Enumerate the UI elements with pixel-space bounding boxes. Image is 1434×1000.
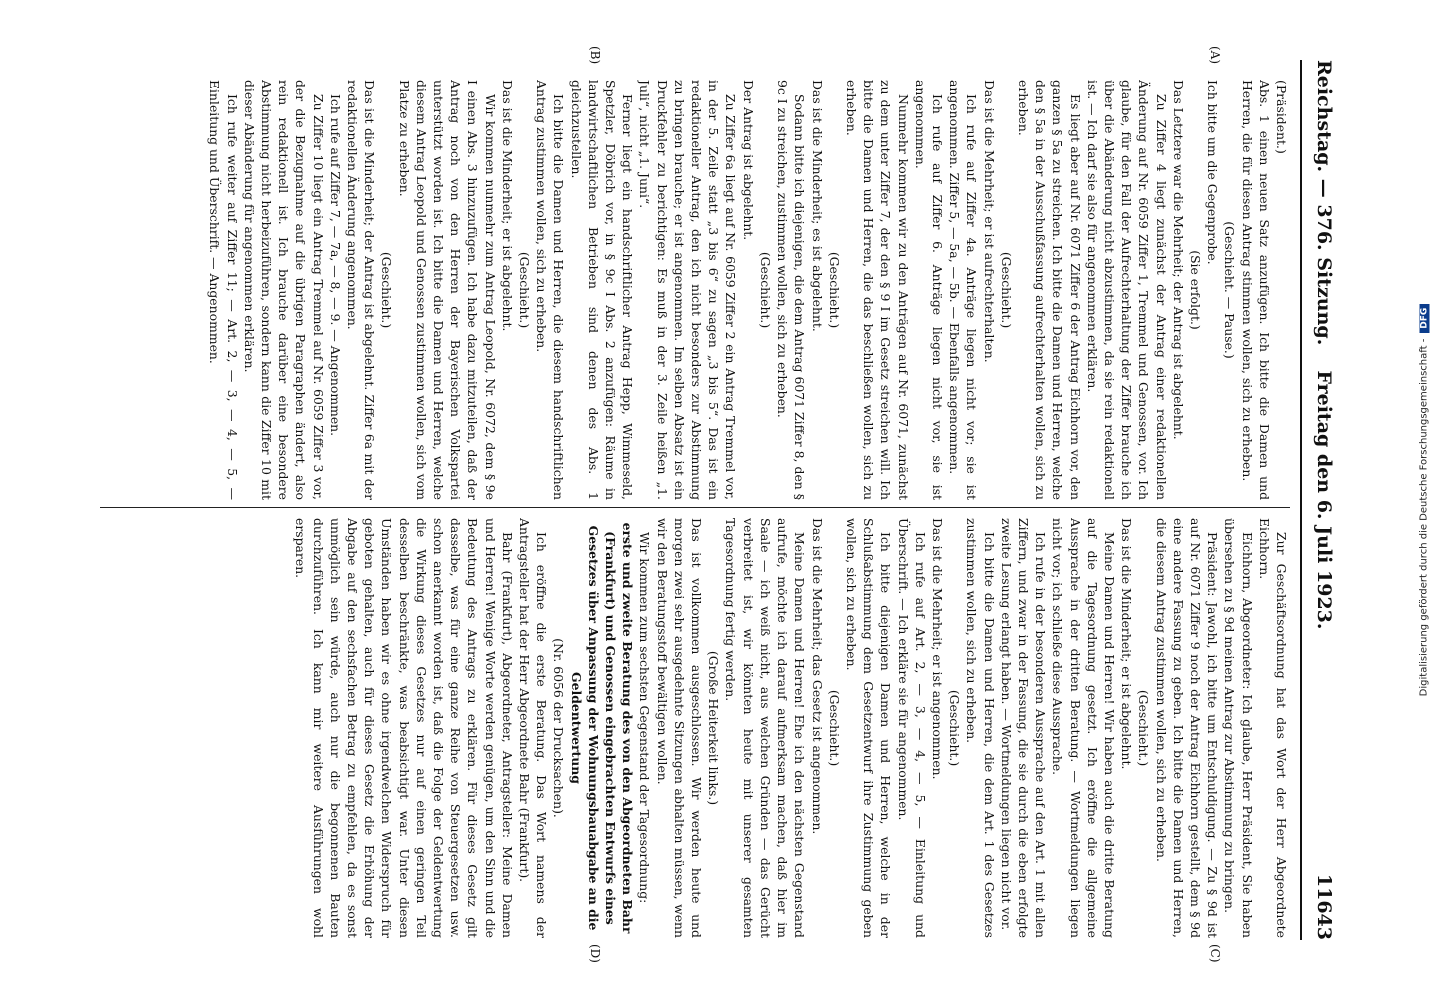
left-column (100, 80, 1290, 500)
paragraph: erste und zweite Beratung des von den Abgeordneten Bahr (Frankfurt) und Genossen eingebrachten Entwurfs eines Gesetzes über Anpassung der Wohnungsbauabgabe an die Geldentwertung (568, 522, 636, 934)
page-header (1304, 60, 1344, 940)
paragraph: Zu Ziffer 4 liegt zunächst der Antrag einer redaktionellen Änderung auf Nr. 6059 Ziffer 1, Tremmel und Genossen, vor. Ich glaube, für den Fall der Aufrechterhaltung der Ziffer brauche ich über die Abänderung nicht abzustimmen, da sie rein redaktionell ist. — Ich darf sie also für angenommen erklären. (1084, 80, 1169, 500)
margin-marker-c: (C) (1208, 944, 1222, 963)
margin-marker-a: (A) (1208, 46, 1222, 65)
paragraph: (Geschieht.) (517, 251, 533, 329)
right-column (100, 518, 1290, 938)
paragraph: Meine Damen und Herren! Wir haben auch die dritte Beratung auf die Tagesordnung gesetzt. Ich eröffne die allgemeine Aussprache in der dritten Beratung. — Wortmeldungen liegen nicht vor; ich schließe diese Aussprache. (1050, 518, 1117, 938)
paragraph: Abs. 1 einen neuen Satz anzufügen. Ich bitte die Damen und Herren, die für diesen Antrag stimmen wollen, sich zu erheben. (1239, 80, 1272, 500)
paragraph: Ich rufe auf Art. 2, — 3, — 4, — 5, — Einleitung und Überschrift. — Ich erkläre sie für angenommen. (895, 518, 928, 938)
paragraph: Das ist vollkommen ausgeschlossen. Wir werden heute und morgen zwei sehr ausgedehnte Sitzungen abhalten müssen, wenn wir den Beratungsstoff bewältigen wollen. (654, 518, 705, 938)
paragraph: Ich bitte die Damen und Herren, die diesem handschriftlichen Antrag zustimmen wollen, sich zu erheben. (534, 80, 567, 500)
paragraph: Ich bitte um die Gegenprobe. (1205, 80, 1221, 265)
paragraph: Ich bitte diejenigen Damen und Herren, welche in der Schlußabstimmung dem Gesetzentwurf ihre Zustimmung geben wollen, sich zu erheben. (843, 518, 894, 938)
paragraph: (Geschieht.) (998, 251, 1014, 329)
paragraph: Ich rufe in der besonderen Aussprache auf den Art. 1 mit allen Ziffern, und zwar in der Fassung, die sie durch die eben erfolgte zweite Lesung erlangt haben. — Wortmeldungen liegen nicht vor. (998, 518, 1049, 938)
paragraph: Wir kommen zum sechsten Gegenstand der Tagesordnung: (637, 532, 653, 904)
paragraph: Zur Geschäftsordnung hat das Wort der Herr Abgeordnete Eichhorn. (1256, 518, 1289, 938)
paragraph: (Große Heiterkeit links.) (706, 650, 722, 806)
paragraph: Eichhorn, Abgeordneter: Ich glaube, Herr Präsident, Sie haben übersehen zu § 9d meinen Antrag zur Abstimmung zu bringen. (1222, 518, 1255, 938)
digitization-note (1419, 0, 1430, 1000)
paragraph: Ich rufe weiter auf Ziffer 11; — Art. 2, — 3, — 4, — 5, — Einleitung und Überschrift. — Angenommen. (207, 80, 240, 500)
paragraph: (Geschieht.) (757, 251, 773, 329)
paragraph: (Geschieht.) (826, 251, 842, 329)
paragraph: Ich rufe auf Ziffer 7, — 7a, — 8, — 9. — Angenommen. (327, 94, 343, 437)
paragraph: Ferner liegt ein handschriftlicher Antrag Hepp, Wimmeseld, Spetzler, Döbrich vor, in § 9c I Abs. 2 anzufügen: Räume in landwirtschaftlichen Betrieben sind denen des Abs. 1 gleichzustellen. (568, 80, 636, 500)
paragraph: Zu Ziffer 10 liegt ein Antrag Tremmel auf Nr. 6059 Ziffer 3 vor, der die Bezugnahme auf die übrigen Paragraphen ändert, also rein redaktionell ist. Ich brauche darüber eine besondere Abstimmung nicht herbeizuführen, sondern kann die Ziffer 10 mit dieser Abänderung für angenommen erklären. (241, 80, 326, 500)
paragraph: Das ist die Mehrheit; das Gesetz ist angenommen. (809, 518, 825, 835)
paragraph: Ich bitte die Damen und Herren, die dem Art. 1 des Gesetzes zustimmen wollen, sich zu erheben. (964, 518, 997, 938)
paragraph: Präsident: Jawohl, ich bitte um Entschuldigung. — Zu § 9d ist auf Nr. 6071 Ziffer 9 noch der Antrag Eichhorn gestellt, dem § 9d eine andere Fassung zu geben. Ich bitte die Damen und Herren, die diesem Antrag zustimmen wollen, sich zu erheben. (1153, 518, 1221, 938)
dfg-logo: DFG (1420, 304, 1430, 333)
paragraph: Bahr (Frankfurt), Abgeordneter, Antragsteller: Meine Damen und Herren! Wenige Worte werden genügen, um den Sinn und die Bedeutung des Antrags zu erklären. Für dieses Gesetz gilt dasselbe, was für eine ganze Reihe von Steuergesetzen usw. schon anerkannt worden ist, daß die Folge der Geldentwertung die Wirkung dieses Gesetzes nur auf einen geringen Teil desselben beschränkte, was beabsichtigt war. Unter diesen Umständen haben wir es ohne irgendwelchen Widerspruch für geboten gehalten, auch für dieses Gesetz die Erhöhung der Abgabe auf den sechsfachen Betrag zu empfehlen, da es sonst unmöglich sein würde, auch nur die begonnenen Bauten durchzuführen. Ich kann mir weitere Ausführungen wohl ersparen. (293, 518, 515, 938)
header-rule (1300, 60, 1302, 940)
paragraph: Das ist die Mehrheit; er ist angenommen. (929, 518, 945, 780)
paragraph: Das Letztere war die Mehrheit; der Antrag ist abgelehnt. (1170, 80, 1186, 440)
paragraph: (Nr. 6056 der Drucksachen). (551, 638, 567, 818)
margin-marker-d: (D) (588, 944, 602, 963)
page-number: 11643 (1313, 873, 1335, 940)
paragraph: Das ist die Mehrheit; er ist aufrechterhalten. (981, 80, 997, 363)
paragraph: Der Antrag ist abgelehnt. (740, 80, 756, 241)
paragraph: Nunmehr kommen wir zu den Anträgen auf Nr. 6071, zunächst zu dem unter Ziffer 7, der den § 9 I im Gesetz streichen will. Ich bitte die Damen und Herren, die das beschließen wollen, sich zu erheben. (843, 80, 911, 500)
column-divider (100, 507, 1290, 508)
paragraph: Das ist die Minderheit; der Antrag ist abgelehnt. Ziffer 6a mit der redaktionellen Änderung angenommen. (345, 80, 378, 500)
header-date: Freitag den 6. Juli 1923. (1313, 370, 1335, 630)
paragraph: (Geschieht.) (1136, 689, 1152, 767)
paragraph: Ich rufe auf Ziffer 4a. Anträge liegen nicht vor; sie ist angenommen. Ziffer 5, — 5a, — 5b. — Ebenfalls angenommen. (947, 80, 980, 500)
header-session-title: Reichstag. — 376. Sitzung. (1313, 60, 1335, 346)
margin-marker-b: (B) (588, 46, 602, 65)
paragraph: Das ist die Minderheit; er ist abgelehnt. (1119, 518, 1135, 770)
paragraph: Ich eröffne die erste Beratung. Das Wort namens der Antragsteller hat der Herr Abgeordnete Bahr (Frankfurt). (517, 518, 550, 938)
paragraph: Sodann bitte ich diejenigen, die dem Antrag 6071 Ziffer 8, den § 9c I zu streichen, zustimmen wollen, sich zu erheben. (775, 80, 808, 500)
paragraph: Das ist die Minderheit; es ist abgelehnt. (809, 80, 825, 332)
document-page (72, 32, 1362, 968)
paragraph: Zu Ziffer 6a liegt auf Nr. 6059 Ziffer 2 ein Antrag Tremmel vor, in der 5. Zeile statt „3 bis 6“ zu sagen „3 bis 5“. Das ist ein redaktioneller Antrag, den ich nicht besonders zur Abstimmung zu bringen brauche; er ist angenommen. Im selben Absatz ist ein Druckfehler zu berichtigen: Es muß in der 3. Zeile heißen „1. Juli“, nicht „1. Juni“. (637, 80, 739, 500)
paragraph: (Präsident.) (1274, 80, 1289, 154)
paragraph: Es liegt aber auf Nr. 6071 Ziffer 6 der Antrag Eichhorn vor, den ganzen § 5a zu streichen. Ich bitte die Damen und Herren, welche den § 5a in der Ausschußfassung aufrechterhalten wollen, sich zu erheben. (1015, 80, 1083, 500)
paragraph: (Sie erfolgt.) (1187, 250, 1203, 330)
paragraph: (Geschieht.) (379, 251, 395, 329)
digitization-note-text: Digitalisierung gefördert durch die Deutsche Forschungsgemeinschaft - (1418, 338, 1430, 697)
paragraph: (Geschieht. — Pause.) (1222, 221, 1238, 359)
paragraph: (Geschieht.) (826, 689, 842, 767)
paragraph: Ich rufe auf Ziffer 6. Anträge liegen nicht vor, sie ist angenommen. (912, 80, 945, 500)
paragraph: (Geschieht.) (947, 689, 963, 767)
paragraph: Wir kommen nunmehr zum Antrag Leopold, Nr. 6072, dem § 9e I einen Abs. 3 hinzuzufügen. Ich habe dazu mitzuteilen, daß der Antrag noch von den Herren der Bayerischen Volkspartei unterstützt worden ist. Ich bitte die Damen und Herren, welche diesem Antrag Leopold und Genossen zustimmen wollen, sich vom Platze zu erheben. (396, 80, 498, 500)
paragraph: Meine Damen und Herren! Ehe ich den nächsten Gegenstand aufrufe, möchte ich darauf aufmerksam machen, daß hier im Saale — ich weiß nicht, aus welchen Gründen — das Gerücht verbreitet ist, wir könnten heute mit unserer gesamten Tagesordnung fertig werden. (723, 518, 808, 938)
paragraph: Das ist die Minderheit; er ist abgelehnt. (499, 80, 515, 332)
